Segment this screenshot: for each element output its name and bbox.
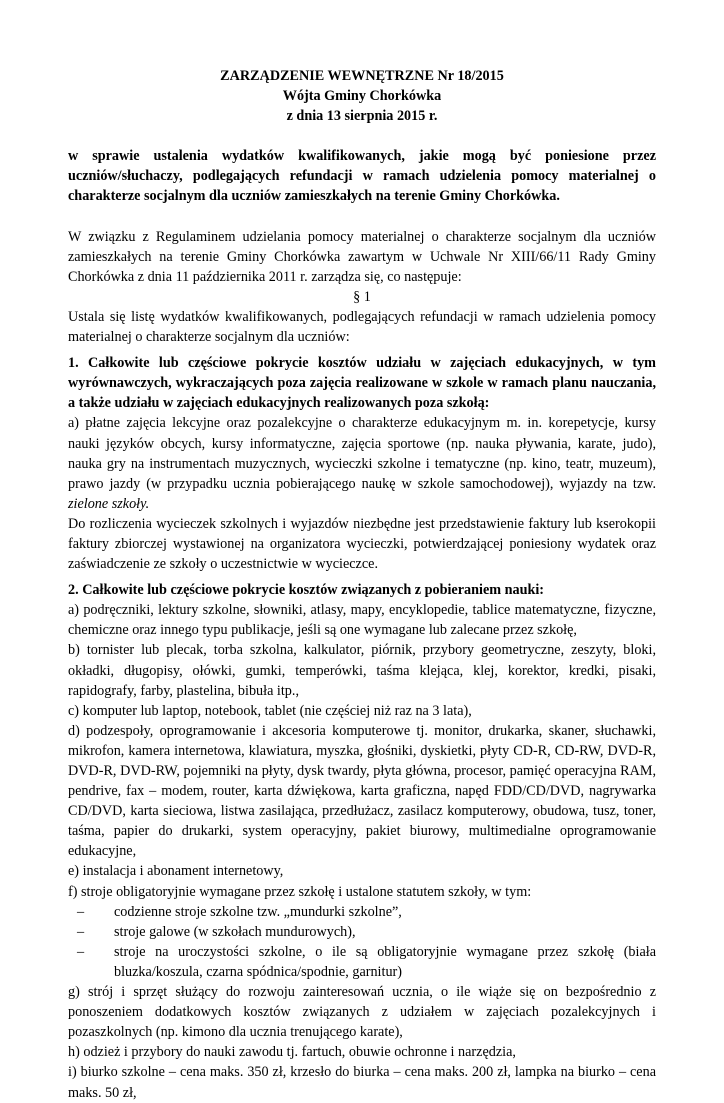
dash-bullet: – [77,923,85,940]
item-2-f: f) stroje obligatoryjnie wymagane przez szkołę i ustalone statutem szkoły, w tym: [68,883,532,900]
section-intro: Ustala się listę wydatków kwalifikowanych, podlegających refundacji w ramach udzielenia pomocy materialnej o charakterze socjalnym dla uczniów: [68,308,656,346]
item-1-note: Do rozliczenia wycieczek szkolnych i wyjazdów niezbędne jest przedstawienie faktury lub kserokopii faktury zbiorczej wystawionej na organizatora wycieczki, potwierdzającej poniesiony wydatek oraz zaświadczenie ze szkoły o uczestnictwie w wycieczce. [68,515,656,573]
list-item: – stroje galowe (w szkołach mundurowych), [68,922,656,942]
document-subject: w sprawie ustalenia wydatków kwalifikowanych, jakie mogą być poniesione przez uczniów/słuchaczy, podlegających refundacji w ramach udzielenia pomocy materialnej o charakterze socjalnym dla uczniów zamieszkałych na terenie Gminy Chorkówka. [68,148,656,205]
item-2-d: d) podzespoły, oprogramowanie i akcesoria komputerowe tj. monitor, drukarka, skaner, słuchawki, mikrofon, kamera internetowa, klawiatura, myszka, głośniki, dyskietki, płyty CD-R, CD-RW, DVD-R, DVD-R, DVD-RW, pojemniki na płyty, dysk twardy, płyta główna, procesor, pamięć operacyjna RAM, pendrive, fax – modem, router, karta dźwiękowa, karta graficzna, napęd FDD/CD/DVD, nagrywarka CD/DVD, karta sieciowa, listwa zasilająca, przedłużacz, zasilacz komputerowy, obudowa, tusz, toner, taśma, papier do drukarki, system operacyjny, pakiet biurowy, multimedialne oprogramowanie edukacyjne, [68,722,656,860]
item-2-h: h) odzież i przybory do nauki zawodu tj. fartuch, obuwie ochronne i narzędzia, [68,1044,516,1061]
document-header [68,66,656,126]
item-1-a-italic: zielone szkoły. [68,495,150,512]
preamble: W związku z Regulaminem udzielania pomocy materialnej o charakterze socjalnym dla uczniów zamieszkałych na terenie Gminy Chorkówka zawartym w Uchwale Nr XIII/66/11 Rady Gminy Chorkówka z dnia 11 października 2011 r. zarządza się, co następuje: [68,228,656,285]
item-1-a-text: a) płatne zajęcia lekcyjne oraz pozalekcyjne o charakterze edukacyjnym m. in. korepetycje, kursy nauki języków obcych, kursy informatyczne, zajęcia sportowe (np. nauka pływania, karate, judo), nauka gry na instrumentach muzycznych, wycieczki szkolne i tematyczne (np. kino, teatr, muzeum), prawo jazdy (w przypadku ucznia pobierającego naukę w szkole samochodowej), wyjazdy na tzw. [68,415,656,492]
item-2-f-list [68,902,656,982]
item-2-b: b) tornister lub plecak, torba szkolna, kalkulator, piórnik, przybory geometryczne, zeszyty, bloki, okładki, długopisy, ołówki, gumki, temperówki, taśma klejąca, klej, korektor, kredki, pisaki, rapidografy, farby, plastelina, bibuła itp., [68,642,656,699]
item-2-c: c) komputer lub laptop, notebook, tablet (nie częściej niż raz na 3 lata), [68,702,472,719]
list-item: – codzienne stroje szkolne tzw. „mundurki szkolne”, [68,902,656,922]
item-2-e: e) instalacja i abonament internetowy, [68,863,284,880]
document-page [68,66,656,1103]
dash-bullet: – [77,943,85,960]
header-date: z dnia 13 sierpnia 2015 r. [286,108,438,125]
item-1-a [68,413,656,513]
item-2-i: i) biurko szkolne – cena maks. 350 zł, krzesło do biurka – cena maks. 200 zł, lampka na biurko – cena maks. 50 zł, [68,1064,656,1101]
header-issuer: Wójta Gminy Chorkówka [282,88,442,105]
section-mark: § 1 [353,288,371,305]
item-1-heading: 1. Całkowite lub częściowe pokrycie kosztów udziału w zajęciach edukacyjnych, w tym wyrównawczych, wykraczających poza zajęcia realizowane w szkole w ramach planu nauczania, a także udziału w zajęciach edukacyjnych realizowanych poza szkołą: [68,355,656,412]
list-item: – stroje na uroczystości szkolne, o ile są obligatoryjnie wymagane przez szkołę (biała bluzka/koszula, czarna spódnica/spodnie, garnitur) [77,943,656,980]
item-2-a: a) podręczniki, lektury szkolne, słowniki, atlasy, mapy, encyklopedie, tablice matematyczne, fizyczne, chemiczne oraz innego typu publikacje, jeśli są one wymagane lub zalecane przez szkołę, [68,602,656,639]
header-title: ZARZĄDZENIE WEWNĘTRZNE Nr 18/2015 [220,68,504,84]
item-2-g: g) strój i sprzęt służący do rozwoju zainteresowań ucznia, o ile wiąże się on bezpośrednio z ponoszeniem dodatkowych kosztów związanych z udziałem w zajęciach pozalekcyjnych i pozaszkolnych (np. kimono dla ucznia trenującego karate), [68,984,656,1041]
dash-bullet: – [77,903,85,920]
item-2-heading: 2. Całkowite lub częściowe pokrycie kosztów związanych z pobieraniem nauki: [68,582,545,599]
